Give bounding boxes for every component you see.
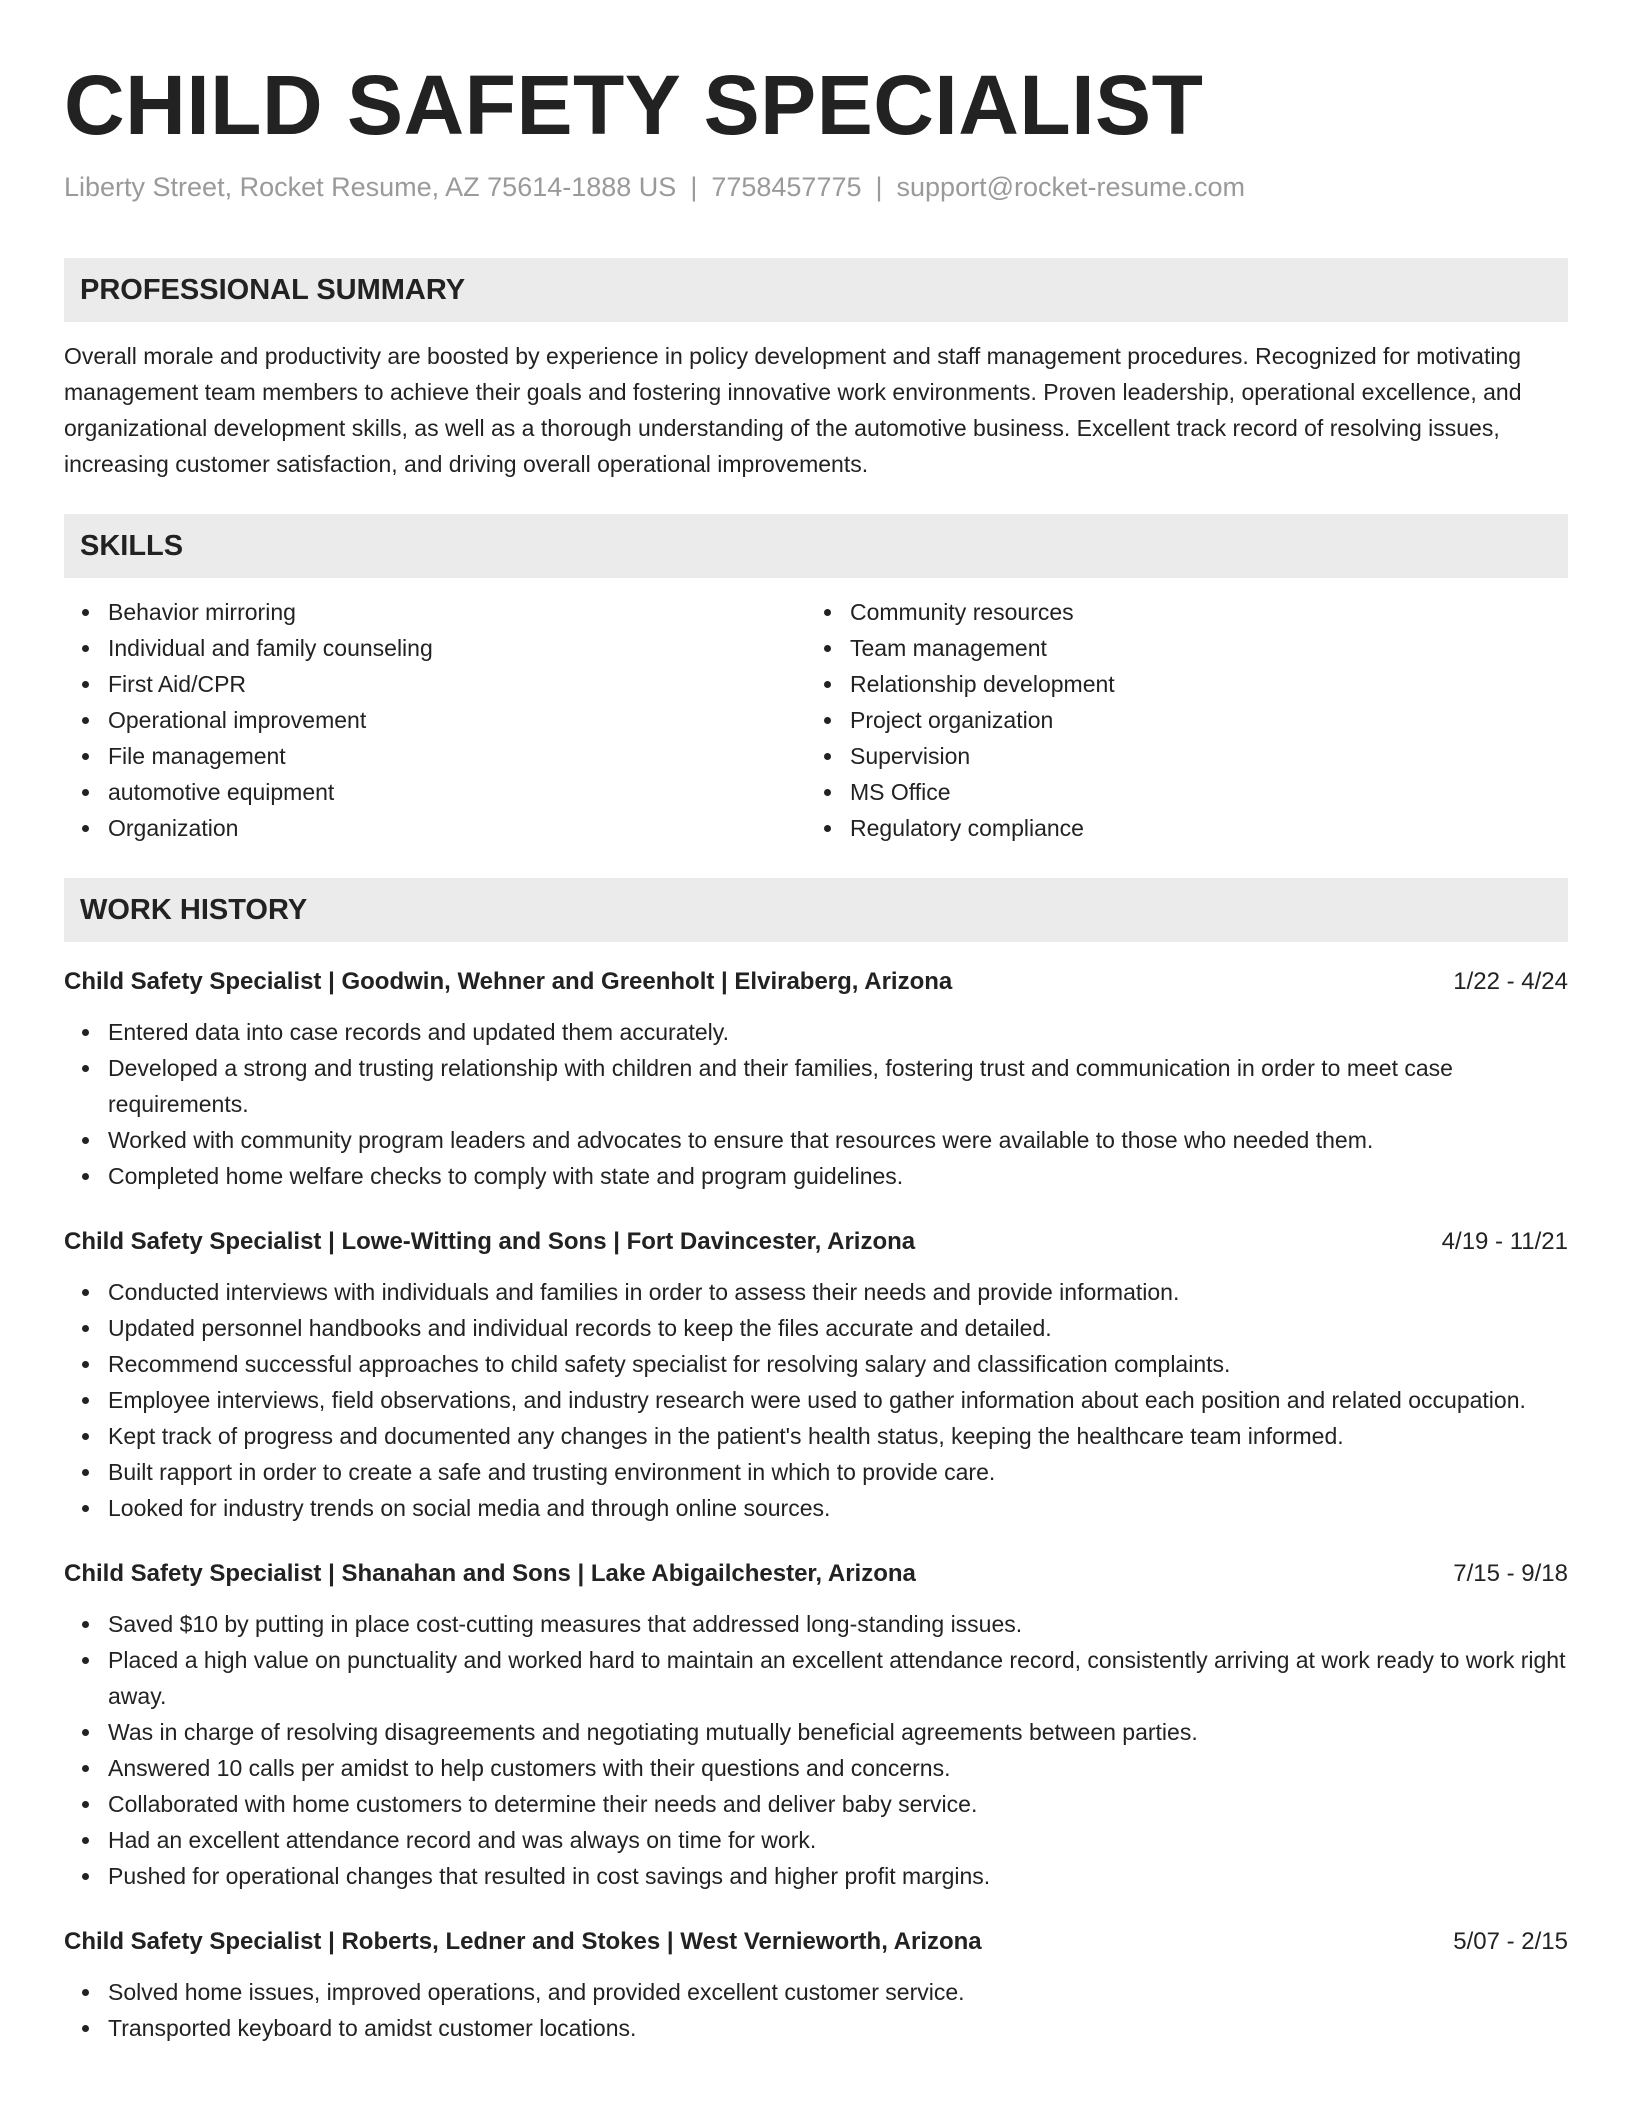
contact-line <box>64 169 1568 205</box>
skill-item: Relationship development <box>806 666 1548 702</box>
contact-address: Liberty Street, Rocket Resume, AZ 75614-1888 US <box>64 172 677 202</box>
job-bullet: Collaborated with home customers to determine their needs and deliver baby service. <box>64 1786 1568 1822</box>
job-title: Child Safety Specialist | Shanahan and Sons | Lake Abigailchester, Arizona <box>64 1560 916 1587</box>
job-dates: 1/22 - 4/24 <box>1453 968 1568 995</box>
job-bullet: Looked for industry trends on social media and through online sources. <box>64 1490 1568 1526</box>
job-bullet: Saved $10 by putting in place cost-cutting measures that addressed long-standing issues. <box>64 1606 1568 1642</box>
job-bullets <box>64 1974 1568 2046</box>
contact-separator: | <box>875 172 883 202</box>
job-bullet: Answered 10 calls per amidst to help customers with their questions and concerns. <box>64 1750 1568 1786</box>
skill-item: MS Office <box>806 774 1548 810</box>
job-dates: 5/07 - 2/15 <box>1453 1928 1568 1955</box>
skill-item: Community resources <box>806 594 1548 630</box>
job-title: Child Safety Specialist | Goodwin, Wehner and Greenholt | Elviraberg, Arizona <box>64 968 953 995</box>
job-bullets <box>64 1274 1568 1526</box>
job-bullet: Completed home welfare checks to comply with state and program guidelines. <box>64 1158 1568 1194</box>
job-bullet: Worked with community program leaders and advocates to ensure that resources were available to those who needed them. <box>64 1122 1568 1158</box>
job-entry <box>64 1224 1568 1526</box>
job-bullet: Solved home issues, improved operations, and provided excellent customer service. <box>64 1974 1568 2010</box>
job-header <box>64 1924 1568 1960</box>
job-bullet: Transported keyboard to amidst customer locations. <box>64 2010 1568 2046</box>
section-header-work-history: WORK HISTORY <box>64 878 1568 942</box>
section-header-summary: PROFESSIONAL SUMMARY <box>64 258 1568 322</box>
skills-column-left <box>64 594 806 846</box>
summary-paragraph: Overall morale and productivity are boosted by experience in policy development and staff management procedures. Recognized for motivating management team members to achieve their goals and fostering innovative work environments. Proven leadership, operational excellence, and organizational development skills, as well as a thorough understanding of the automotive business. Excellent track record of resolving issues, increasing customer satisfaction, and driving overall operational improvements. <box>64 343 1522 477</box>
contact-phone: 7758457775 <box>711 172 862 202</box>
job-title: Child Safety Specialist | Lowe-Witting and Sons | Fort Davincester, Arizona <box>64 1228 916 1255</box>
job-bullet: Updated personnel handbooks and individual records to keep the files accurate and detailed. <box>64 1310 1568 1346</box>
job-bullet: Recommend successful approaches to child safety specialist for resolving salary and classification complaints. <box>64 1346 1568 1382</box>
job-dates: 7/15 - 9/18 <box>1453 1560 1568 1587</box>
job-dates: 4/19 - 11/21 <box>1441 1228 1568 1255</box>
job-bullet: Was in charge of resolving disagreements and negotiating mutually beneficial agreements between parties. <box>64 1714 1568 1750</box>
job-header <box>64 1224 1568 1260</box>
job-title: Child Safety Specialist | Roberts, Ledner and Stokes | West Vernieworth, Arizona <box>64 1928 982 1955</box>
job-bullets <box>64 1606 1568 1894</box>
job-entry <box>64 964 1568 1194</box>
job-bullet: Had an excellent attendance record and was always on time for work. <box>64 1822 1568 1858</box>
job-header <box>64 1556 1568 1592</box>
job-bullet: Built rapport in order to create a safe and trusting environment in which to provide care. <box>64 1454 1568 1490</box>
skill-item: automotive equipment <box>64 774 806 810</box>
job-bullet: Pushed for operational changes that resulted in cost savings and higher profit margins. <box>64 1858 1568 1894</box>
skill-item: Regulatory compliance <box>806 810 1548 846</box>
skills-grid <box>64 594 1568 846</box>
skills-column-right <box>806 594 1548 846</box>
job-bullet: Employee interviews, field observations, and industry research were used to gather information about each position and related occupation. <box>64 1382 1568 1418</box>
skill-item: First Aid/CPR <box>64 666 806 702</box>
skill-item: Project organization <box>806 702 1548 738</box>
skill-item: File management <box>64 738 806 774</box>
candidate-name: CHILD SAFETY SPECIALIST <box>64 58 1204 152</box>
section-header-skills: SKILLS <box>64 514 1568 578</box>
skill-item: Organization <box>64 810 806 846</box>
contact-email: support@rocket-resume.com <box>896 172 1246 202</box>
resume-page <box>64 55 1568 2046</box>
skill-item: Team management <box>806 630 1548 666</box>
job-bullet: Entered data into case records and updated them accurately. <box>64 1014 1568 1050</box>
job-bullets <box>64 1014 1568 1194</box>
job-bullet: Conducted interviews with individuals and families in order to assess their needs and provide information. <box>64 1274 1568 1310</box>
job-bullet: Placed a high value on punctuality and worked hard to maintain an excellent attendance record, consistently arriving at work ready to work right away. <box>64 1642 1568 1714</box>
skill-item: Individual and family counseling <box>64 630 806 666</box>
contact-separator: | <box>690 172 698 202</box>
skill-item: Operational improvement <box>64 702 806 738</box>
job-header <box>64 964 1568 1000</box>
job-bullet: Developed a strong and trusting relationship with children and their families, fostering trust and communication in order to meet case requirements. <box>64 1050 1568 1122</box>
skill-item: Supervision <box>806 738 1548 774</box>
job-entry <box>64 1924 1568 2046</box>
job-bullet: Kept track of progress and documented any changes in the patient's health status, keeping the healthcare team informed. <box>64 1418 1568 1454</box>
job-entry <box>64 1556 1568 1894</box>
skill-item: Behavior mirroring <box>64 594 806 630</box>
